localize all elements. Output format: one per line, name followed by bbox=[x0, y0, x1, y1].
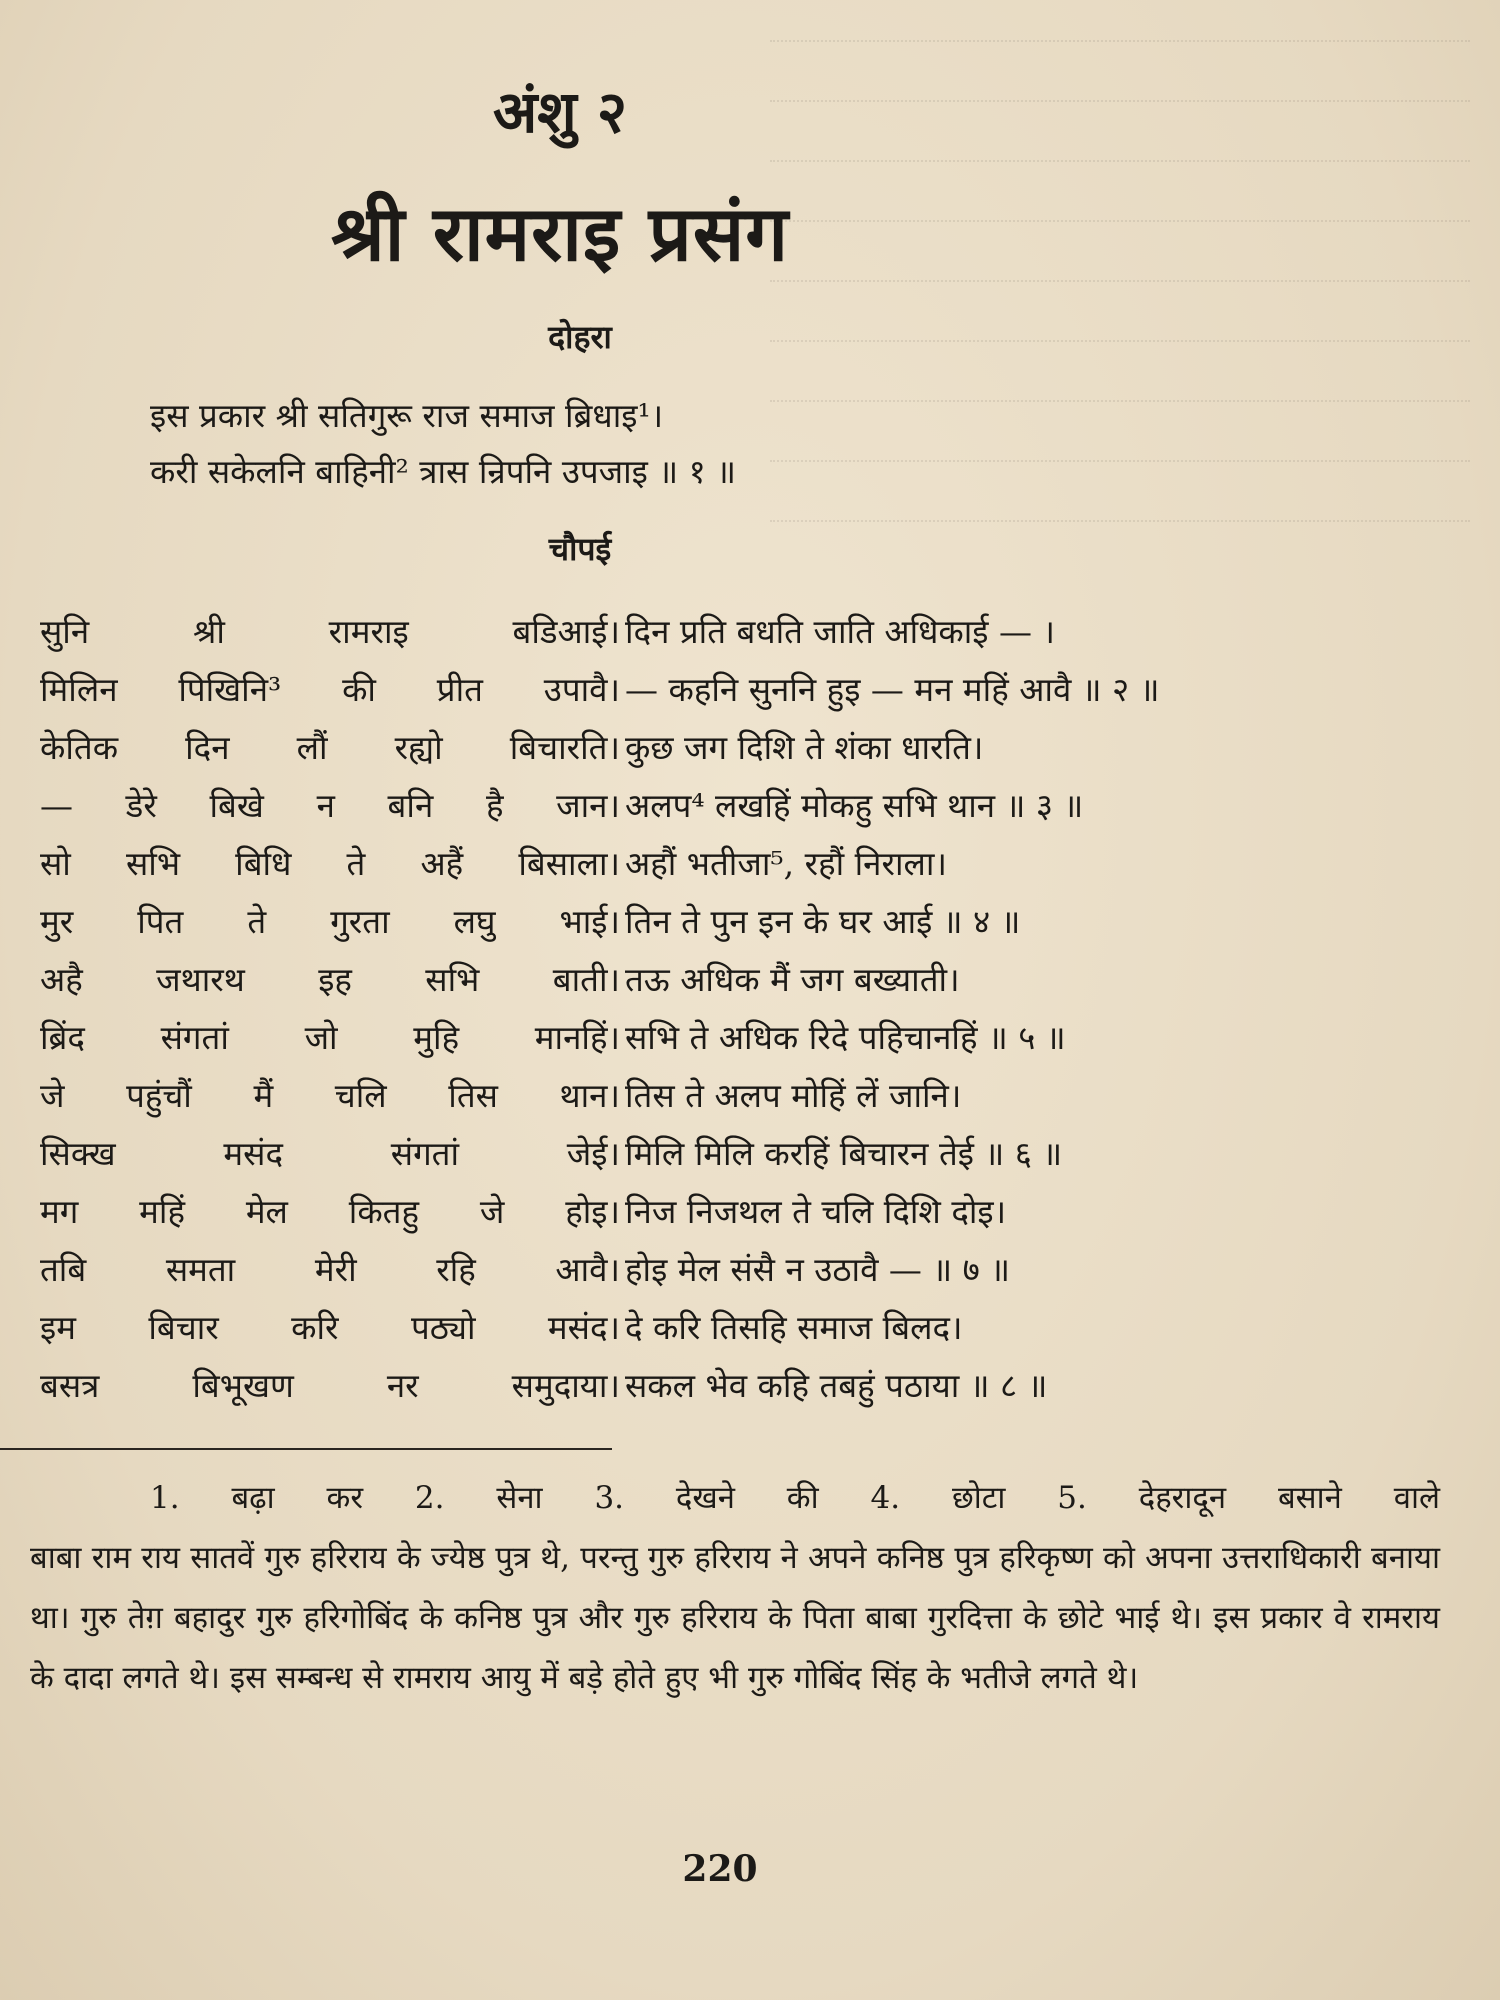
verse-right-half: तिस ते अलप मोहिं लें जानि। bbox=[625, 1076, 962, 1115]
verse-row bbox=[40, 840, 1440, 896]
verse-right-half: होइ मेल संसै न उठावै — ॥ ७ ॥ bbox=[625, 1250, 1011, 1289]
verse-row bbox=[40, 782, 1440, 838]
page-number: 220 bbox=[682, 1848, 758, 1890]
verse-right-half: सकल भेव कहि तबहुं पठाया ॥ ८ ॥ bbox=[625, 1366, 1048, 1405]
verse-left-half: मुर पित ते गुरता लघु भाई। bbox=[40, 902, 620, 941]
verse-row bbox=[40, 898, 1440, 954]
verse-left-half: केतिक दिन लौं रह्यो बिचारति। bbox=[40, 728, 620, 767]
verse-left-half: जे पहुंचौं मैं चलि तिस थान। bbox=[40, 1076, 620, 1115]
verse-right-half: मिलि मिलि करहिं बिचारन तेई ॥ ६ ॥ bbox=[625, 1134, 1063, 1173]
verse-right-half: सभि ते अधिक रिदे पहिचानहिं ॥ ५ ॥ bbox=[625, 1018, 1066, 1057]
verse-row bbox=[40, 608, 1440, 664]
footnote-divider bbox=[0, 1448, 612, 1450]
verse-left-half: मिलिन पिखिनि³ की प्रीत उपावै। bbox=[40, 670, 620, 709]
verse-row bbox=[40, 724, 1440, 780]
verse-row bbox=[40, 1072, 1440, 1128]
chapter-title: श्री रामराइ प्रसंग bbox=[330, 189, 790, 278]
verse-right-half: दिन प्रति बधति जाति अधिकाई — । bbox=[625, 612, 1055, 651]
verse-left-half: तबि समता मेरी रहि आवै। bbox=[40, 1250, 620, 1289]
verse-left-half: मग महिं मेल कितहु जे होइ। bbox=[40, 1192, 620, 1231]
verse-row bbox=[40, 1304, 1440, 1360]
footnote-glossary: 1. बढ़ा कर 2. सेना 3. देखने की 4. छोटा 5. देहरादून बसाने वाले bbox=[150, 1480, 1440, 1516]
verse-left-half: — डेरे बिखे न बनि है जान। bbox=[40, 786, 620, 825]
chapter-number: अंशु २ bbox=[492, 78, 628, 146]
verse-right-half: — कहनि सुननि हुइ — मन महिं आवै ॥ २ ॥ bbox=[625, 670, 1160, 709]
verse-right-half: अलप⁴ लखहिं मोकहु सभि थान ॥ ३ ॥ bbox=[625, 786, 1084, 825]
verse-row bbox=[40, 956, 1440, 1012]
verse-right-half: तऊ अधिक मैं जग बख्याती। bbox=[625, 960, 960, 999]
verse-left-half: अहै जथारथ इह सभि बाती। bbox=[40, 960, 620, 999]
verse-row bbox=[40, 1362, 1440, 1418]
footnote-explanation: बाबा राम राय सातवें गुरु हरिराय के ज्येष्ठ पुत्र थे, परन्तु गुरु हरिराय ने अपने कनिष्ठ पुत्र हरिकृष्ण को अपना उत्तराधिकारी बनाया था। गुरु तेग़ बहादुर गुरु हरिगोबिंद के कनिष्ठ पुत्र और गुरु हरिराय के पिता बाबा गुरदित्ता के छोटे भाई थे। इस प्रकार वे रामराय के दादा लगते थे। इस सम्बन्ध से रामराय आयु में बड़े होते हुए भी गुरु गोबिंद सिंह के भतीजे लगते थे। bbox=[30, 1540, 1440, 1696]
dohra-label: दोहरा bbox=[548, 318, 612, 356]
verse-row bbox=[40, 1246, 1440, 1302]
verse-right-half: तिन ते पुन इन के घर आई ॥ ४ ॥ bbox=[625, 902, 1021, 941]
footnotes bbox=[30, 1468, 1440, 1708]
verse-left-half: सिक्ख मसंद संगतां जेई। bbox=[40, 1134, 620, 1173]
verse-row bbox=[40, 1130, 1440, 1186]
verse-left-half: बसत्र बिभूखण नर समुदाया। bbox=[40, 1366, 620, 1405]
chaupai-label: चौपई bbox=[548, 530, 612, 568]
dohra-line-1: इस प्रकार श्री सतिगुरू राज समाज ब्रिधाइ¹। bbox=[150, 396, 664, 435]
verse-left-half: सुनि श्री रामराइ बडिआई। bbox=[40, 612, 620, 651]
verse-left-half: इम बिचार करि पठ्यो मसंद। bbox=[40, 1308, 620, 1347]
verse-right-half: कुछ जग दिशि ते शंका धारति। bbox=[625, 728, 984, 767]
verse-right-half: अहौं भतीजा⁵, रहौं निराला। bbox=[625, 844, 947, 883]
verse-row bbox=[40, 666, 1440, 722]
verse-row bbox=[40, 1188, 1440, 1244]
verse-left-half: सो सभि बिधि ते अहैं बिसाला। bbox=[40, 844, 620, 883]
verse-left-half: ब्रिंद संगतां जो मुहि मानहिं। bbox=[40, 1018, 620, 1057]
verse-row bbox=[40, 1014, 1440, 1070]
dohra-line-2: करी सकेलनि बाहिनी² त्रास न्रिपनि उपजाइ ॥ १ ॥ bbox=[150, 452, 737, 491]
verse-right-half: निज निजथल ते चलि दिशि दोइ। bbox=[625, 1192, 1007, 1231]
verse-right-half: दे करि तिसहि समाज बिलद। bbox=[625, 1308, 963, 1347]
